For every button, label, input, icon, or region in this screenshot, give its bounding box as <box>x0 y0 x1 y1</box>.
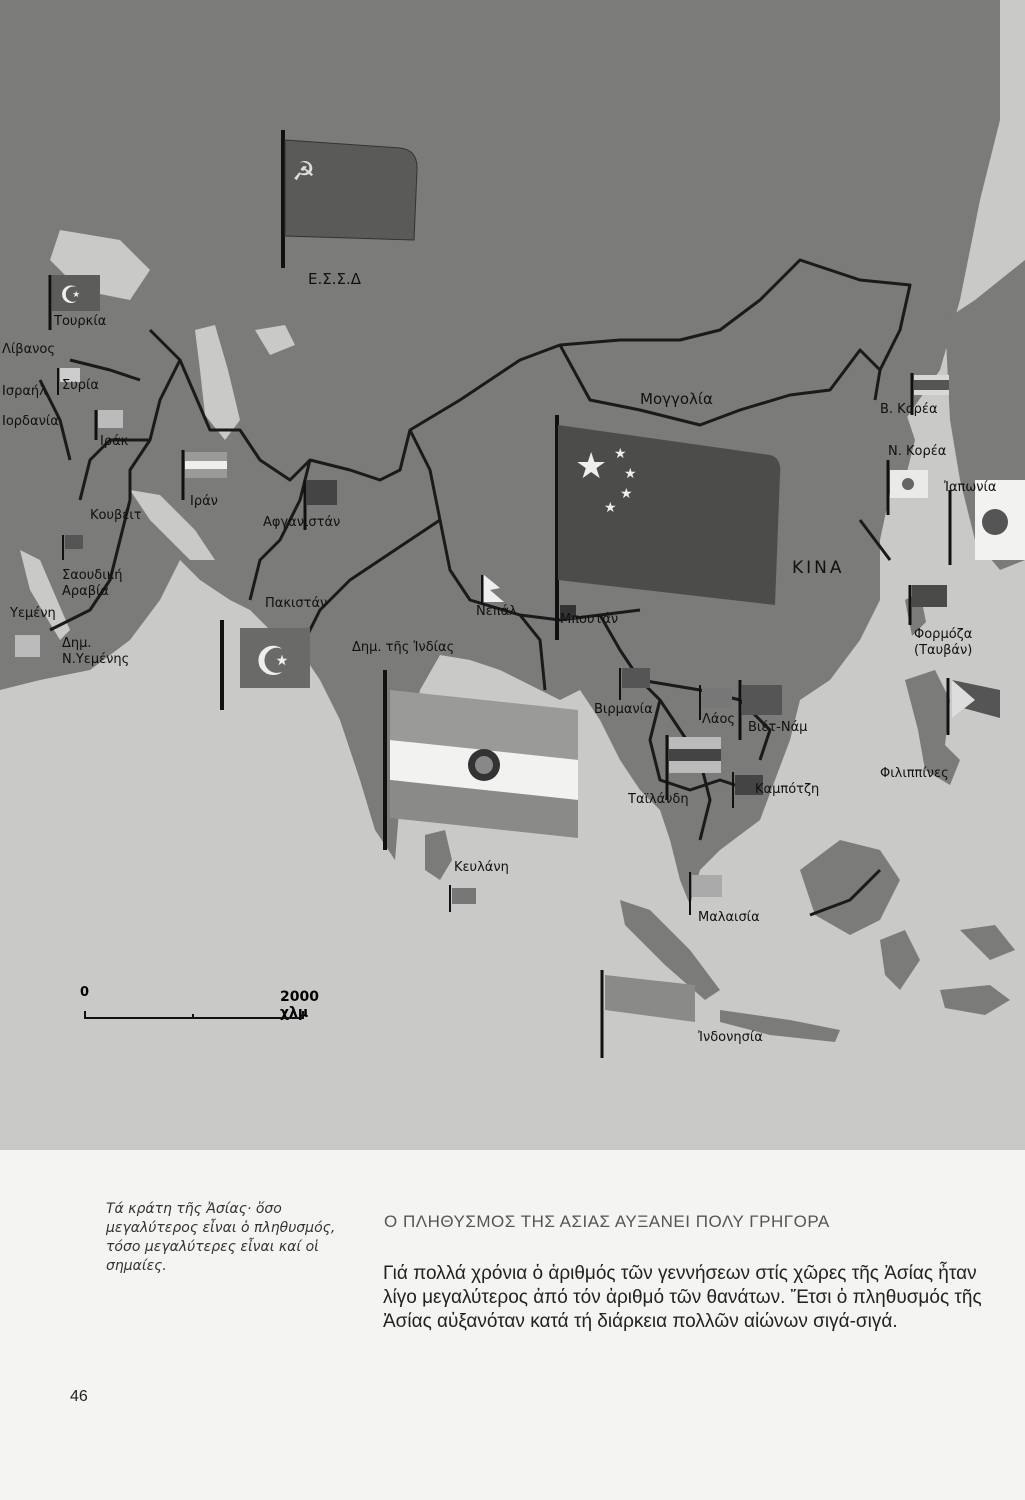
label-laos: Λάος <box>702 712 736 727</box>
label-malaysia: Μαλαισία <box>698 910 760 925</box>
svg-text:★: ★ <box>624 466 637 482</box>
map-caption: Τά κράτη τῆς Ἀσίας· ὅσο μεγαλύτερος εἶναι ὁ πληθυσμός, τόσο μεγαλύτερες εἶναι καί οἱ σημαίες. <box>106 1201 336 1274</box>
svg-text:★: ★ <box>604 500 617 516</box>
label-formosa: Φορμόζα (Ταυβάν) <box>914 627 973 658</box>
svg-text:★: ★ <box>620 486 633 502</box>
label-philippines: Φιλιππίνες <box>880 766 949 781</box>
scale-start-label: 0 <box>80 985 90 1000</box>
svg-text:★: ★ <box>614 446 627 462</box>
label-ceylon: Κευλάνη <box>454 860 509 875</box>
svg-text:★: ★ <box>575 446 608 487</box>
label-saudi-arabia: Σαουδική Αραβία <box>62 568 123 599</box>
scale-tick <box>192 1014 194 1019</box>
label-vietnam: Βιέτ-Νάμ <box>748 720 808 735</box>
scale-tick <box>302 1011 304 1019</box>
label-syria: Συρία <box>62 378 99 393</box>
label-iraq: Ιράκ <box>100 434 129 449</box>
scale-line <box>84 1017 304 1019</box>
scale-tick <box>84 1011 86 1019</box>
label-india: Δημ. τῆς Ἰνδίας <box>352 640 455 655</box>
label-turkey: Τουρκία <box>54 314 107 329</box>
label-china: ΚΙΝΑ <box>792 558 845 578</box>
svg-text:☭: ☭ <box>292 157 316 187</box>
svg-text:☪: ☪ <box>255 639 291 685</box>
label-japan: Ἰαπωνία <box>944 480 997 495</box>
svg-text:☪: ☪ <box>60 281 82 309</box>
section-heading: Ο ΠΛΗΘΥΣΜΟΣ ΤΗΣ ΑΣΙΑΣ ΑΥΞΑΝΕΙ ΠΟΛΥ ΓΡΗΓΟΡΑ <box>384 1212 830 1231</box>
label-north-korea: Β. Κορέα <box>880 402 938 417</box>
label-south-yemen: Δημ. Ν.Υεμένης <box>62 636 130 667</box>
label-yemen: Υεμένη <box>10 606 56 621</box>
label-cambodia: Καμπότζη <box>755 782 820 797</box>
scale-end-label: 2000 χλμ <box>280 989 319 1021</box>
label-pakistan: Πακιστάν <box>265 596 328 611</box>
label-south-korea: Ν. Κορέα <box>888 444 947 459</box>
label-afghanistan: Αφγανιστάν <box>263 515 341 530</box>
label-lebanon: Λίβανος <box>2 342 56 357</box>
flag-south-yemen <box>15 635 40 657</box>
label-thailand: Ταϊλάνδη <box>628 792 689 807</box>
label-bhutan: Μπουτάν <box>560 612 619 627</box>
label-kuwait: Κουβέιτ <box>90 508 142 523</box>
label-israel: Ισραήλ <box>2 384 47 399</box>
scale-bar <box>80 985 319 1025</box>
label-nepal: Νεπάλ <box>476 604 517 619</box>
label-burma: Βιρμανία <box>594 702 653 717</box>
page-number: 46 <box>70 1388 88 1405</box>
label-iran: Ιράν <box>190 494 218 509</box>
label-indonesia: Ἰνδονησία <box>698 1030 763 1045</box>
label-jordan: Ιορδανία <box>2 414 59 429</box>
label-mongolia: Μογγολία <box>640 390 713 408</box>
label-ussr: Ε.Σ.Σ.Δ <box>308 270 361 288</box>
body-paragraph: Γιά πολλά χρόνια ὁ ἀριθμός τῶν γεννήσεων στίς χῶρες τῆς Ἀσίας ἦταν λίγο μεγαλύτερος ἀπό τόν ἀριθμό τῶν θανάτων. Ἔτσι ὁ πληθυσμός τῆς Ἀσίας αὐξανόταν κατά τή διάρκεια πολλῶν αἰώνων σιγά-σιγά. <box>383 1263 982 1332</box>
